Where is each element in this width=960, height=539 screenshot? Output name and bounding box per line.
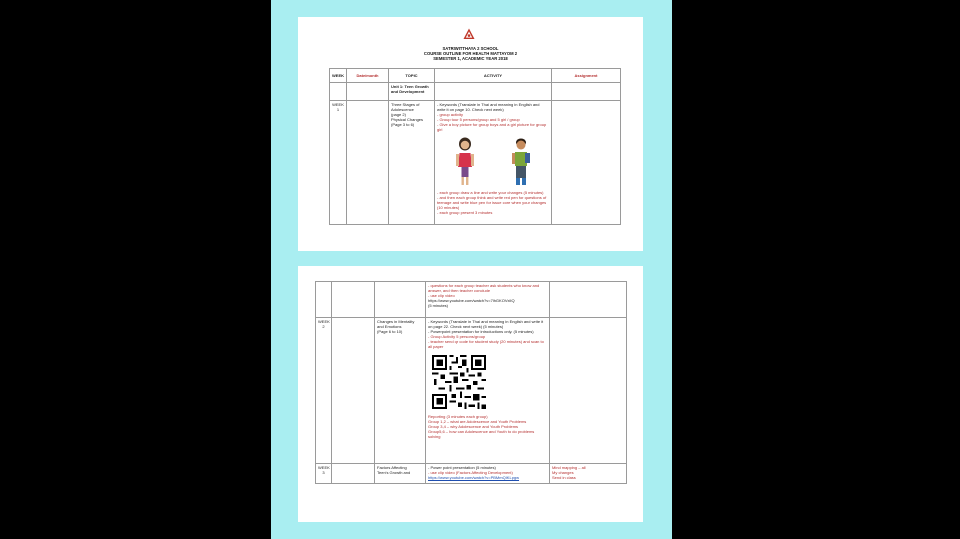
col-week: WEEK <box>330 69 347 83</box>
topic-line: (page 2) <box>391 112 406 117</box>
week-cell: WEEK 3 <box>316 464 332 484</box>
activity-line: - group activity <box>437 112 464 117</box>
activity-cell <box>435 101 552 225</box>
teen-illustration <box>437 135 549 187</box>
topic-cell <box>389 101 435 225</box>
assignment-line: My changes <box>552 470 574 475</box>
semester-title: SEMESTER 1, ACADEMIC YEAR 2018 <box>433 56 508 61</box>
activity-line: - Keywords (Translate in Thai and meaning in English and write it on page 10. Check next week) <box>437 102 540 112</box>
activity-line: - each group present 3 minutes <box>437 210 493 215</box>
activity-line: - Group tour 5 persons/group and 5 girl / group <box>437 117 520 122</box>
course-outline-table-continued <box>315 281 627 484</box>
topic-line: (Page 6 to 10) <box>377 329 403 334</box>
table-row <box>330 83 621 101</box>
activity-line: - use clip video <box>428 293 455 298</box>
topic-line: Factors Affecting <box>377 465 407 470</box>
col-assignment: Assignment <box>552 69 621 83</box>
activity-cell <box>426 318 550 464</box>
activity-line: Group 1,2 – what are Adolescence and Youth Problems <box>428 419 527 424</box>
activity-line: (5 minutes) <box>428 303 449 308</box>
document-page-2 <box>298 266 643 522</box>
assignment-line: Mind mapping – all <box>552 465 586 470</box>
qr-code-icon[interactable] <box>432 355 486 409</box>
activity-cell <box>426 464 550 484</box>
activity-line: - teacher send qr code for student study (20 minutes) and scan to all paper <box>428 339 544 349</box>
table-row <box>330 101 621 225</box>
activity-line: Group5,6 – how can Adolescence and Youth to do problems solving <box>428 429 535 439</box>
week-cell: WEEK 1 <box>330 101 347 225</box>
unit-title: Unit 1: Teen Growth and Development <box>389 83 435 101</box>
activity-line: Reporting (3 minutes each group) <box>428 414 488 419</box>
week-cell: WEEK 2 <box>316 318 332 464</box>
topic-line: Adolescence <box>391 107 414 112</box>
topic-line: Three Stages of <box>391 102 420 107</box>
course-outline-table <box>329 68 621 225</box>
activity-line: - Powerpoint presentation for introductions only. (5 minutes) <box>428 329 534 334</box>
topic-line: (Page 3 to 6) <box>391 122 415 127</box>
activity-line: - Give a boy picture for group boys and a girl picture for group girl <box>437 122 547 132</box>
topic-cell <box>375 464 426 484</box>
table-row <box>316 318 627 464</box>
assignment-line: Send in class <box>552 475 576 480</box>
activity-line: - questions for each group teacher ask students who know and answer, and then teacher conclude <box>428 283 540 293</box>
topic-line: and Emotions <box>377 324 402 329</box>
activity-line: - Group Activity 5 persons/group <box>428 334 486 339</box>
col-activity: ACTIVITY <box>435 69 552 83</box>
topic-line: Physical Changes <box>391 117 424 122</box>
school-logo-icon <box>463 28 475 40</box>
activity-line: - and then each group think and write red pen for questions of teenage and write blue pen for issue core when your changes (10 minutes) <box>437 195 547 210</box>
video-link[interactable]: https://www.youtube.com/watch?v=7lhGKOVxlIQ <box>428 298 515 303</box>
school-name: SATRIWITTHAYA 2 SCHOOL <box>442 46 499 51</box>
activity-line: - each group draw a line and write your changes (5 minutes) <box>437 190 544 195</box>
course-title: COURSE OUTLINE FOR HEALTH MATTAYOM 2 <box>423 51 518 56</box>
activity-line: - Keywords (Translate in Thai and meaning in English and write it on page 22. Check next week) (5 minutes) <box>428 319 544 329</box>
col-topic: TOPIC <box>389 69 435 83</box>
assignment-cell <box>550 464 627 484</box>
table-row <box>316 464 627 484</box>
activity-line: - Power point presentation (5 minutes) <box>428 465 496 470</box>
boy-figure-icon <box>508 137 534 187</box>
table-header-row <box>330 69 621 83</box>
activity-cell <box>426 282 550 318</box>
topic-line: Teen's Growth and <box>377 470 411 475</box>
table-row <box>316 282 627 318</box>
activity-line: - use clip video (Factors Affecting Development) <box>428 470 513 475</box>
topic-cell <box>375 318 426 464</box>
topic-line: Changes in Mentality <box>377 319 415 324</box>
document-page-1 <box>298 17 643 251</box>
document-viewer-background <box>271 0 672 539</box>
video-link[interactable]: https://www.youtube.com/watch?v=PBMmQIKLpgw <box>428 475 520 480</box>
girl-figure-icon <box>452 137 478 187</box>
activity-line: Group 3,4 – why Adolescence and Youth Problems <box>428 424 519 429</box>
col-date: Date/month <box>347 69 389 83</box>
